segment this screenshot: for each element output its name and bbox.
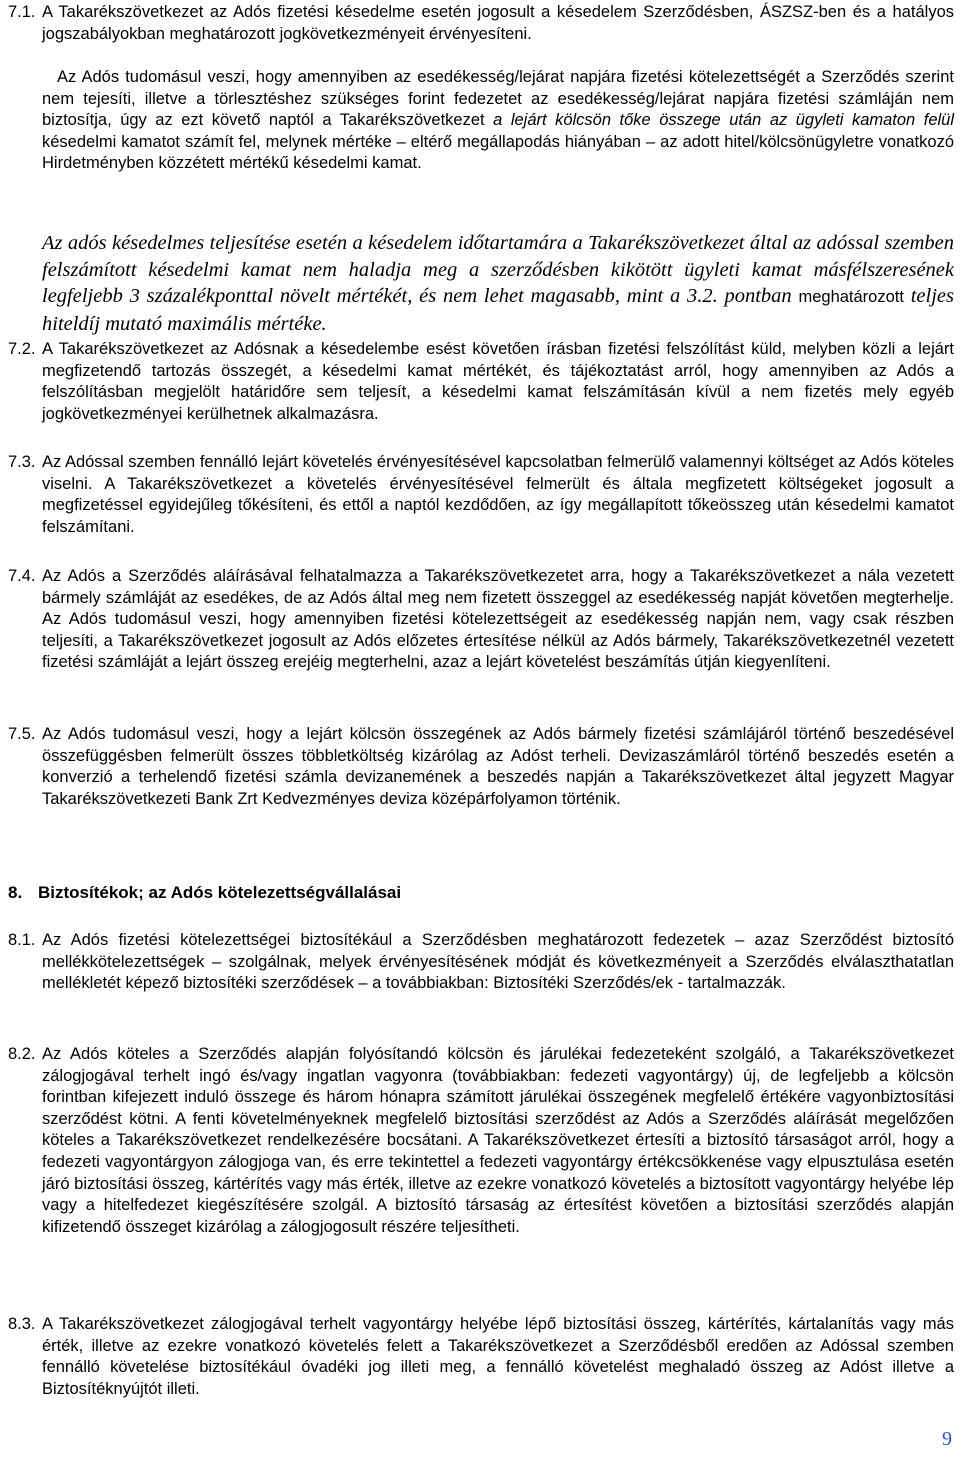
section-number: 8. <box>8 883 23 902</box>
section-heading <box>8 883 402 903</box>
paragraph-number: 7.5. <box>8 725 36 743</box>
paragraph-text: Az Adós tudomásul veszi, hogy amennyiben az esedékesség/lejárat napjára fizetési kötelezettségét a Szerződés szerint nem tejesíti, illetve a törlesztéshez szükséges forint fedezetet az esedékesség/lejárat napjára fizetési számláján nem biztosítja, úgy az ezt követő naptól a Takarékszövetkezet <box>42 68 954 130</box>
paragraph-8-1 <box>8 930 954 995</box>
italic-text: Az adós késedelmes teljesítése esetén a késedelem időtartamára a Takarékszövetkezet által az adóssal szemben felszámított késedelmi kamat nem haladja meg a szerződésben kikötött ügyleti kamat másfélszeresének legfeljebb 3 százalékponttal növelt mértékét, és nem lehet magasabb, mint a 3.2. pontban <box>42 232 954 307</box>
paragraph-7-5 <box>8 724 954 810</box>
paragraph-text: Az Adóssal szemben fennálló lejárt követelés érvényesítésével kapcsolatban felmerülő valamennyi költséget az Adós köteles viselni. A Takarékszövetkezet a követelés érvényesítésével felmerült és általa megfizetett költségeket jogosult a megfizetéssel egyidejűleg tőkésíteni, és ettől a naptól kezdődően, az így megállapított tőkeösszeg után késedelmi kamatot felszámítani. <box>42 453 954 536</box>
paragraph-7-2 <box>8 339 954 425</box>
paragraph-text: Az Adós köteles a Szerződés alapján folyósítandó kölcsön és járulékai fedezeteként szolgáló, a Takarékszövetkezet zálogjogával terhelt ingó és/vagy ingatlan vagyonra (továbbiakban: fedezeti vagyontárgy) új, de legfeljebb a kölcsön forintban kifejezett induló összege és három hónapra számított járulékai összegének megfelelő értékére vagyonbiztosítási szerződést kötni. A fenti követelményeknek megfelelő biztosítási szerződést az Adós a Szerződés aláírását megelőzően köteles a Takarékszövetkezet rendelkezésére bocsátani. A Takarékszövetkezet értesíti a biztosító társaságot arról, hogy a fedezeti vagyontárgyon zálogjoga van, és erre tekintettel a fedezeti vagyontárgy értékcsökkenése vagy elpusztulása esetén járó biztosítási összeg, kártérítés vagy más érték, illetve az ezekre vonatkozó követelés a biztosított vagyontárgy helyébe lép vagy a hitelfedezet kiegészítésére szolgál. A biztosító társaság az értesítést követően a biztosítási szerződés alapján kifizetendő összeget kizárólag a zálogjogosult részére teljesítheti. <box>42 1045 954 1236</box>
section-title: Biztosítékok; az Adós kötelezettségvállalásai <box>38 883 402 902</box>
paragraph-8-3 <box>8 1314 954 1400</box>
paragraph-text: A Takarékszövetkezet az Adós fizetési késedelme esetén jogosult a késedelem Szerződésben, ÁSZSZ-ben és a hatályos jogszabályokban meghatározott jogkövetkezményeit érvényesíteni. <box>42 3 954 43</box>
paragraph-text: A Takarékszövetkezet az Adósnak a késedelembe esést követően írásban fizetési felszólítást küld, melyben közli a lejárt megfizetendő tartozás összegét, a késedelmi kamat mértékét, és tájékoztatást arról, hogy amennyiben az Adós a felszólításban megjelölt határidőre sem teljesít, a késedelmi kamat felszámításán kívül a nem fizetés mely egyéb jogkövetkezményei kerülhetnek alkalmazásra. <box>42 340 954 423</box>
paragraph-text: Az Adós a Szerződés aláírásával felhatalmazza a Takarékszövetkezetet arra, hogy a Takarékszövetkezet a nála vezetett bármely számláját az esedékes, de az Adós által meg nem fizetett összeggel az esedékesség napját követően megterhelje. Az Adós tudomásul veszi, hogy amennyiben fizetési kötelezettségeit az esedékesség napján nem, vagy csak részben teljesíti, a Takarékszövetkezet jogosult az Adós előzetes értesítése nélkül az Adós bármely, Takarékszövetkezetnél vezetett fizetési számláját a lejárt összeg erejéig megterhelni, azaz a lejárt követelést beszámítás útján kiegyenlíteni. <box>42 567 954 672</box>
paragraph-7-4 <box>8 566 954 674</box>
italic-text: a lejárt kölcsön tőke összege után az ügyleti kamaton felül <box>493 111 955 130</box>
page-number: 9 <box>942 1428 952 1450</box>
paragraph-number: 8.1. <box>8 931 36 949</box>
paragraph-number: 7.1. <box>8 3 36 21</box>
paragraph-text: késedelmi kamatot számít fel, melynek mértéke – eltérő megállapodás hiányában – az adott hitel/kölcsönügyletre vonatkozó Hirdetményben közzétett mértékű késedelmi kamat. <box>42 132 954 173</box>
paragraph-number: 7.2. <box>8 340 36 358</box>
paragraph-number: 8.3. <box>8 1315 36 1333</box>
paragraph-8-2 <box>8 1044 954 1238</box>
paragraph-7-3 <box>8 452 954 538</box>
paragraph-number: 8.2. <box>8 1045 36 1063</box>
paragraph-text: A Takarékszövetkezet zálogjogával terhelt vagyontárgy helyébe lépő biztosítási összeg, kártérítés, kártalanítás vagy más érték, illetve az ezekre vonatkozó követelés felett a Takarékszövetkezet a Szerződésből eredően az Adóssal szemben fennálló követelése biztosítékául óvadéki jog illeti meg, a fennálló követelést meghaladó összeg az Adóst illetve a Biztosítéknyújtót illeti. <box>42 1315 954 1398</box>
paragraph-text: Az Adós tudomásul veszi, hogy a lejárt kölcsön összegének az Adós bármely fizetési számlájáról történő beszedésével összefüggésben felmerült összes többletköltség kizárólag az Adóst terheli. Devizaszámláról történő beszedés esetén a konverzió a terhelendő fizetési számla devizanemének a beszedés napján a Takarékszövetkezet által jegyzett Magyar Takarékszövetkezeti Bank Zrt Kedvezményes deviza középárfolyamon történik. <box>42 725 954 808</box>
italic-text: teljes hiteldíj mutató maximális mértéke. <box>42 285 954 335</box>
paragraph-7-1 <box>8 2 954 45</box>
paragraph-number: 7.3. <box>8 453 36 471</box>
paragraph-text: meghatározott <box>798 288 904 306</box>
paragraph-7-1-b2 <box>8 230 954 337</box>
paragraph-number: 7.4. <box>8 567 36 585</box>
paragraph-7-1-b1 <box>8 67 954 175</box>
paragraph-text: Az Adós fizetési kötelezettségei biztosítékául a Szerződésben meghatározott fedezetek – azaz Szerződést biztosító mellékkötelezettségek – szolgálnak, melyek érvényesítésének módját és következményeit a Szerződés elválaszthatatlan mellékletét képező biztosítéki szerződések – a továbbiakban: Biztosítéki Szerződés/ek - tartalmazzák. <box>42 931 954 993</box>
